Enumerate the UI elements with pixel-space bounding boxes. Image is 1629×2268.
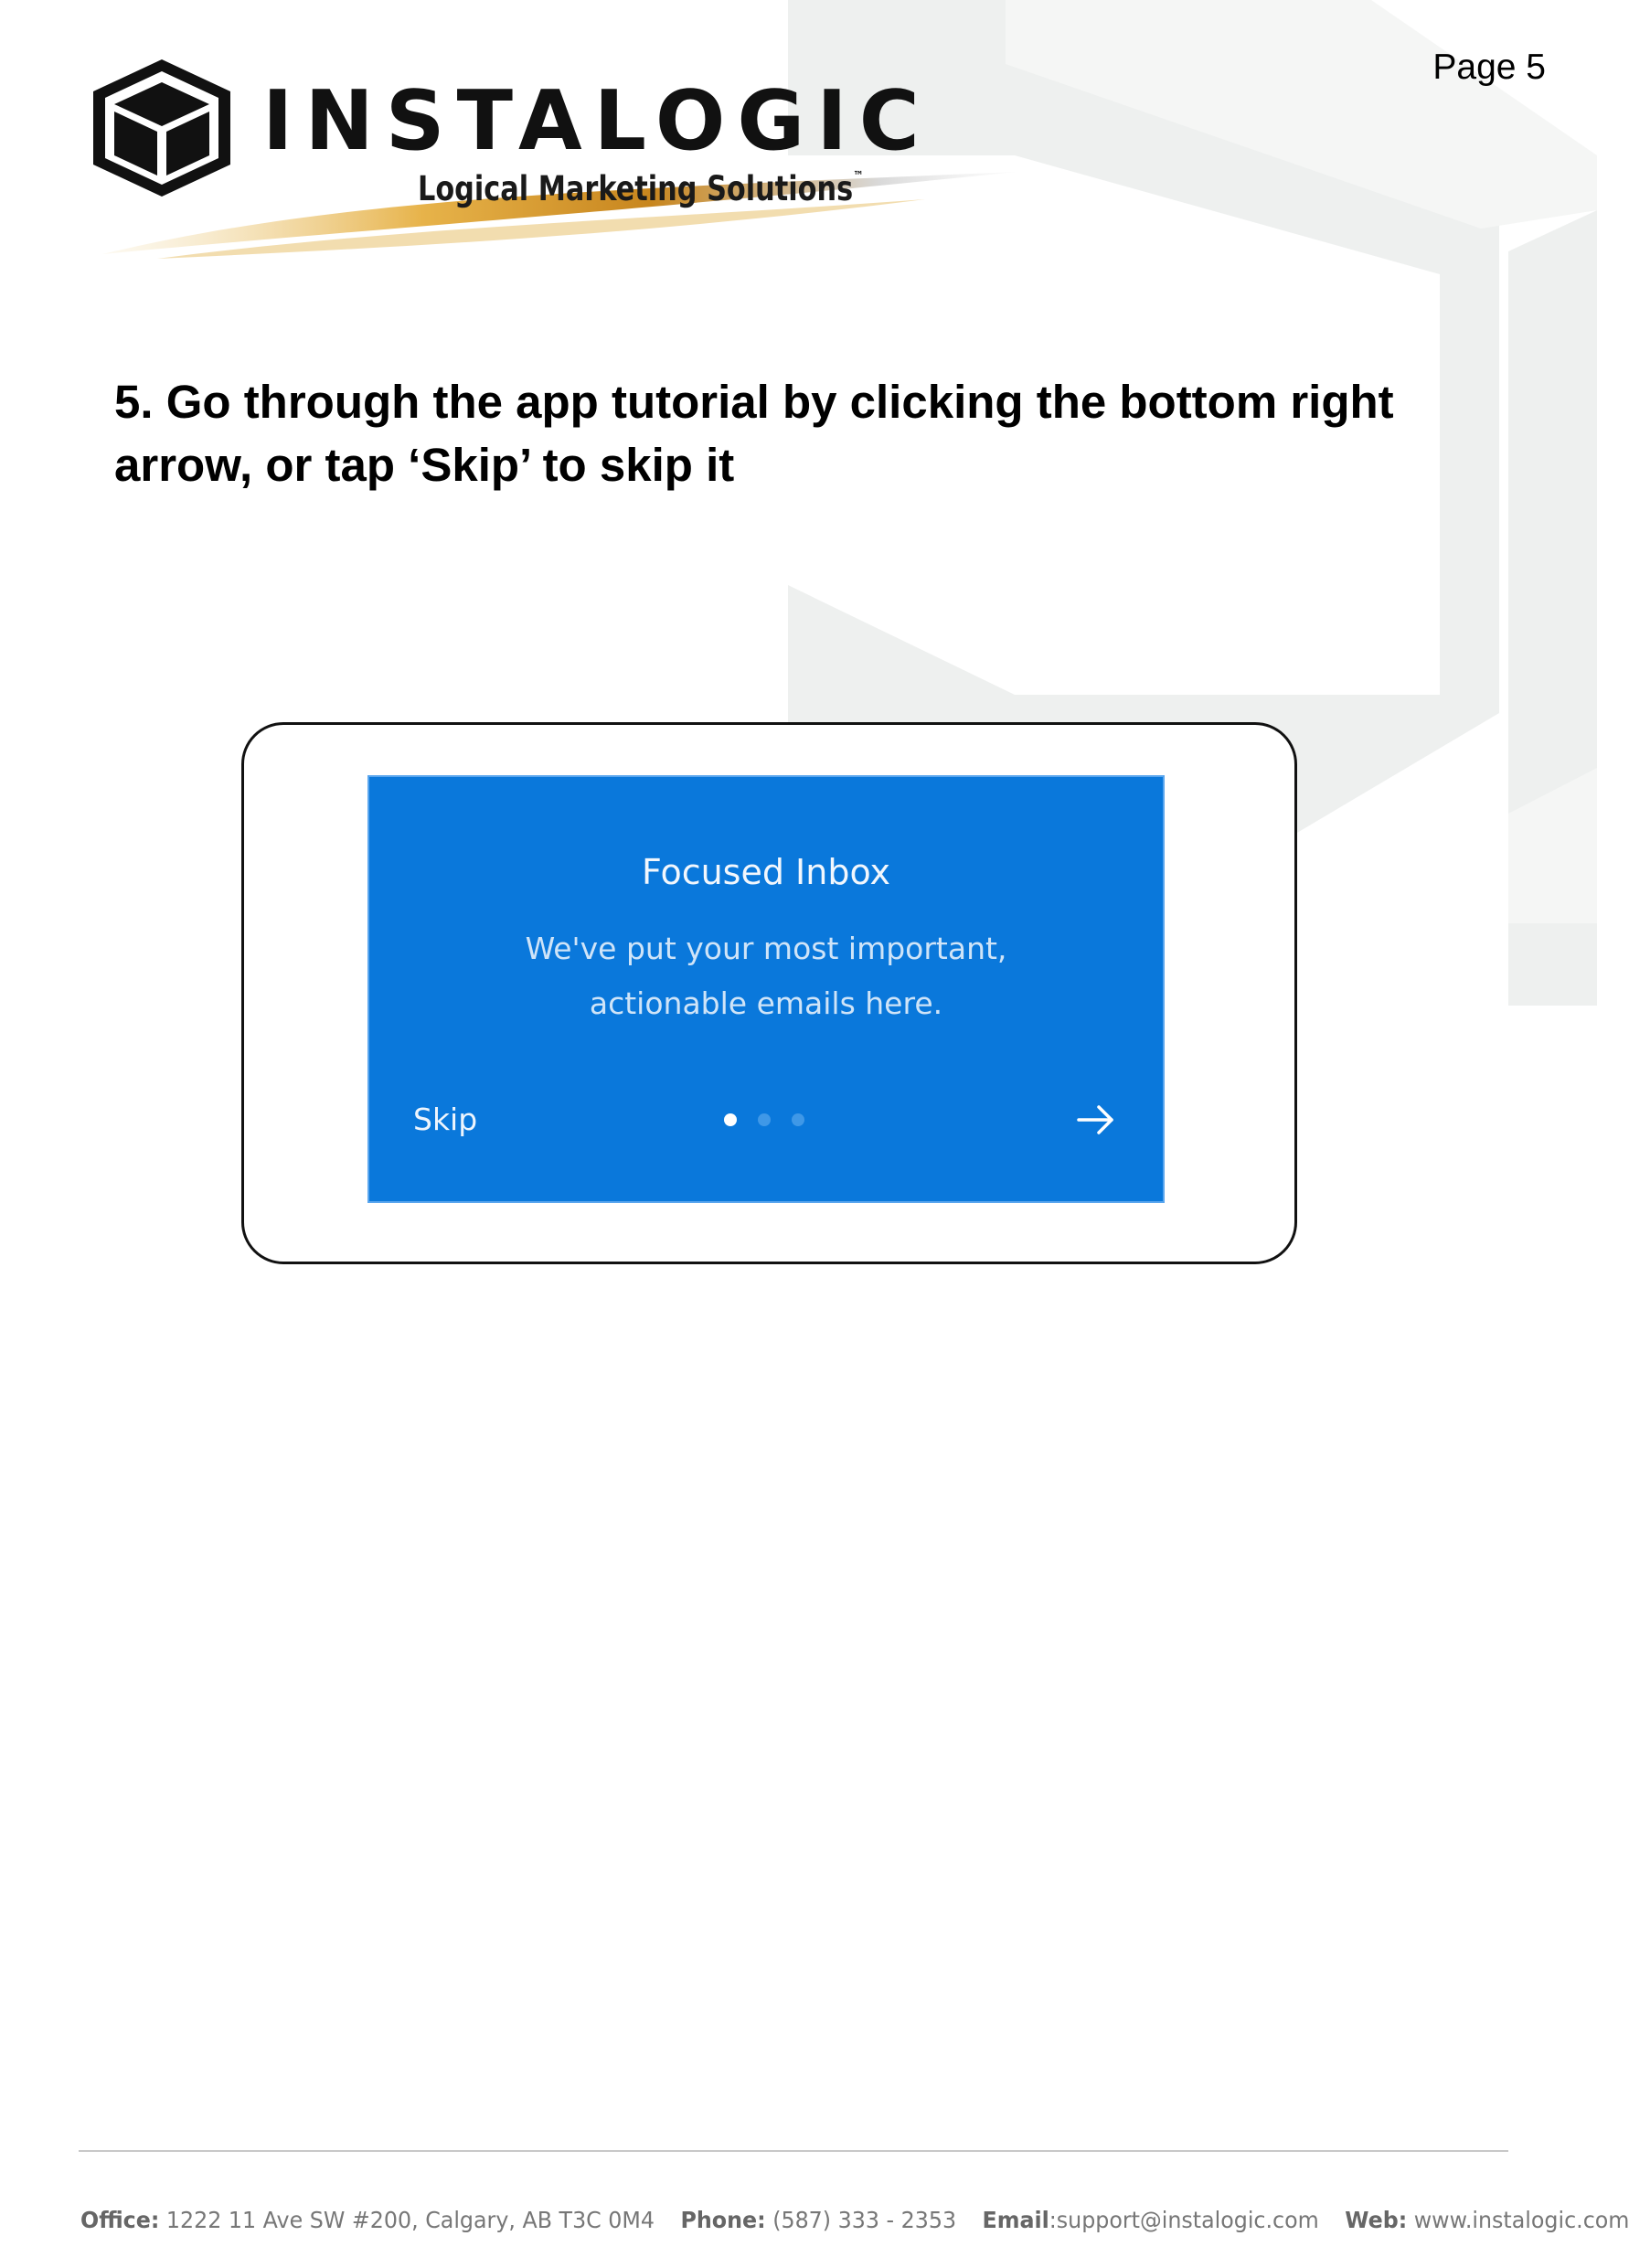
skip-button[interactable]: Skip	[413, 1102, 478, 1137]
page-dot-active	[724, 1113, 737, 1126]
instruction-step-5: 5. Go through the app tutorial by clicking the bottom right arrow, or tap ‘Skip’ to skip it	[114, 376, 1394, 491]
tutorial-title: Focused Inbox	[641, 852, 891, 892]
page-number: Page 5	[1432, 48, 1546, 87]
office-label: Office:	[80, 2207, 160, 2233]
logo-tagline: Logical Marketing Solutions™	[418, 169, 864, 208]
page-dot	[792, 1113, 804, 1126]
page-dot	[758, 1113, 771, 1126]
web-label: Web:	[1345, 2207, 1408, 2233]
footer-contact	[80, 2207, 1629, 2233]
email-label: Email	[982, 2207, 1049, 2233]
phone-screenshot-frame	[241, 722, 1297, 1264]
arrow-right-icon[interactable]	[1073, 1097, 1119, 1143]
phone-label: Phone:	[680, 2207, 766, 2233]
logo-wordmark: INSTALOGIC	[262, 73, 932, 169]
office-address: 1222 11 Ave SW #200, Calgary, AB T3C 0M4	[165, 2207, 655, 2233]
instalogic-logo	[84, 53, 1017, 263]
email-address: :support@instalogic.com	[1049, 2207, 1319, 2233]
web-url: www.instalogic.com	[1413, 2207, 1629, 2233]
footer-divider	[79, 2150, 1508, 2152]
focused-inbox-tutorial-screen	[367, 775, 1165, 1203]
phone-number: (587) 333 - 2353	[772, 2207, 957, 2233]
trademark-symbol: ™	[853, 169, 864, 184]
tutorial-description: We've put your most important, actionable emails here.	[525, 931, 1007, 1021]
